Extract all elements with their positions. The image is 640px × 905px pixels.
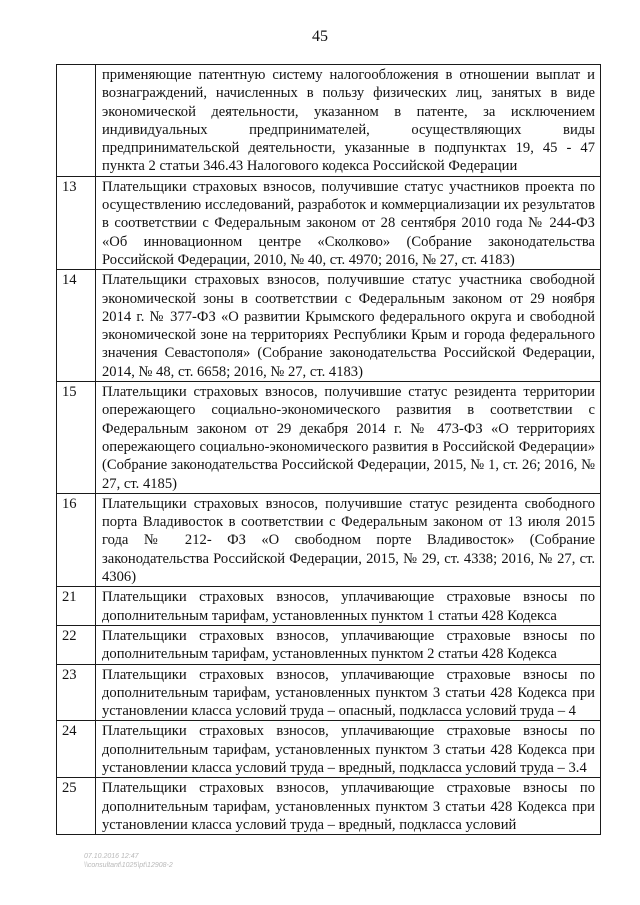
table-row [57, 382, 601, 494]
table-row [57, 721, 601, 778]
row-description: Плательщики страховых взносов, уплачивающие страховые взносы по дополнительным тарифам, установленных пунктом 3 статьи 428 Кодекса при установлении класса условий труда – вредный, подкласса условий [96, 778, 601, 835]
row-code [57, 65, 96, 177]
table-row [57, 625, 601, 664]
row-description: Плательщики страховых взносов, уплачивающие страховые взносы по дополнительным тарифам, установленных пунктом 2 статьи 428 Кодекса [96, 625, 601, 664]
row-code: 14 [57, 270, 96, 382]
table-row [57, 778, 601, 835]
row-description: применяющие патентную систему налогообложения в отношении выплат и вознаграждений, начисленных в пользу физических лиц, занятых в виде экономической деятельности, указанном в патенте, за исключением индивидуальных предпринимателей, осуществляющих виды предпринимательской деятельности, указанные в подпунктах 19, 45 - 47 пункта 2 статьи 346.43 Налогового кодекса Российской Федерации [96, 65, 601, 177]
page-number: 45 [312, 28, 328, 45]
row-description: Плательщики страховых взносов, получившие статус участника свободной экономической зоны в соответствии с Федеральным законом от 29 ноября 2014 г. № 377-ФЗ «О развитии Крымского федерального округа и свободной экономической зоне на территориях Республики Крым и города федерального значения Севастополя» (Собрание законодательства Российской Федерации, 2014, № 48, ст. 6658; 2016, № 27, ст. 4183) [96, 270, 601, 382]
row-code: 16 [57, 493, 96, 586]
row-description: Плательщики страховых взносов, уплачивающие страховые взносы по дополнительным тарифам, установленных пунктом 1 статьи 428 Кодекса [96, 587, 601, 626]
table-row [57, 65, 601, 177]
row-description: Плательщики страховых взносов, получившие статус резидента территории опережающего социально-экономического развития в соответствии с Федеральным законом от 29 декабря 2014 г. № 473-ФЗ «О территориях опережающего социально-экономического развития в Российской Федерации» (Собрание законодательства Российской Федерации, 2015, № 1, ст. 26; 2016, № 27, ст. 4185) [96, 382, 601, 494]
payer-codes-table [56, 64, 601, 835]
row-description: Плательщики страховых взносов, получившие статус резидента свободного порта Владивосток в соответствии с Федеральным законом от 13 июля 2015 года № 212- ФЗ «О свободном порте Владивосток» (Собрание законодательства Российской Федерации, 2015, № 29, ст. 4338; 2016, № 27, ст. 4306) [96, 493, 601, 586]
row-description: Плательщики страховых взносов, получившие статус участников проекта по осуществлению исследований, разработок и коммерциализации их результатов в соответствии с Федеральным законом от 28 сентября 2010 года № 244-ФЗ «Об инновационном центре «Сколково» (Собрание законодательства Российской Федерации, 2010, № 40, ст. 4970; 2016, № 27, ст. 4183) [96, 176, 601, 269]
row-code: 24 [57, 721, 96, 778]
table-row [57, 587, 601, 626]
row-code: 15 [57, 382, 96, 494]
table-row [57, 493, 601, 586]
row-description: Плательщики страховых взносов, уплачивающие страховые взносы по дополнительным тарифам, установленных пунктом 3 статьи 428 Кодекса при установлении класса условий труда – вредный, подкласса условий труда – 3.4 [96, 721, 601, 778]
stamp-line: \\consultant\1025\pt\12908-2 [84, 862, 173, 869]
row-code: 23 [57, 664, 96, 721]
table-row [57, 176, 601, 269]
row-code: 21 [57, 587, 96, 626]
row-description: Плательщики страховых взносов, уплачивающие страховые взносы по дополнительным тарифам, установленных пунктом 3 статьи 428 Кодекса при установлении класса условий труда – опасный, подкласса условий труда – 4 [96, 664, 601, 721]
document-stamp [84, 852, 173, 870]
row-code: 22 [57, 625, 96, 664]
row-code: 13 [57, 176, 96, 269]
table-row [57, 270, 601, 382]
row-code: 25 [57, 778, 96, 835]
stamp-line: 07.10.2016 12:47 [84, 853, 139, 860]
table-row [57, 664, 601, 721]
